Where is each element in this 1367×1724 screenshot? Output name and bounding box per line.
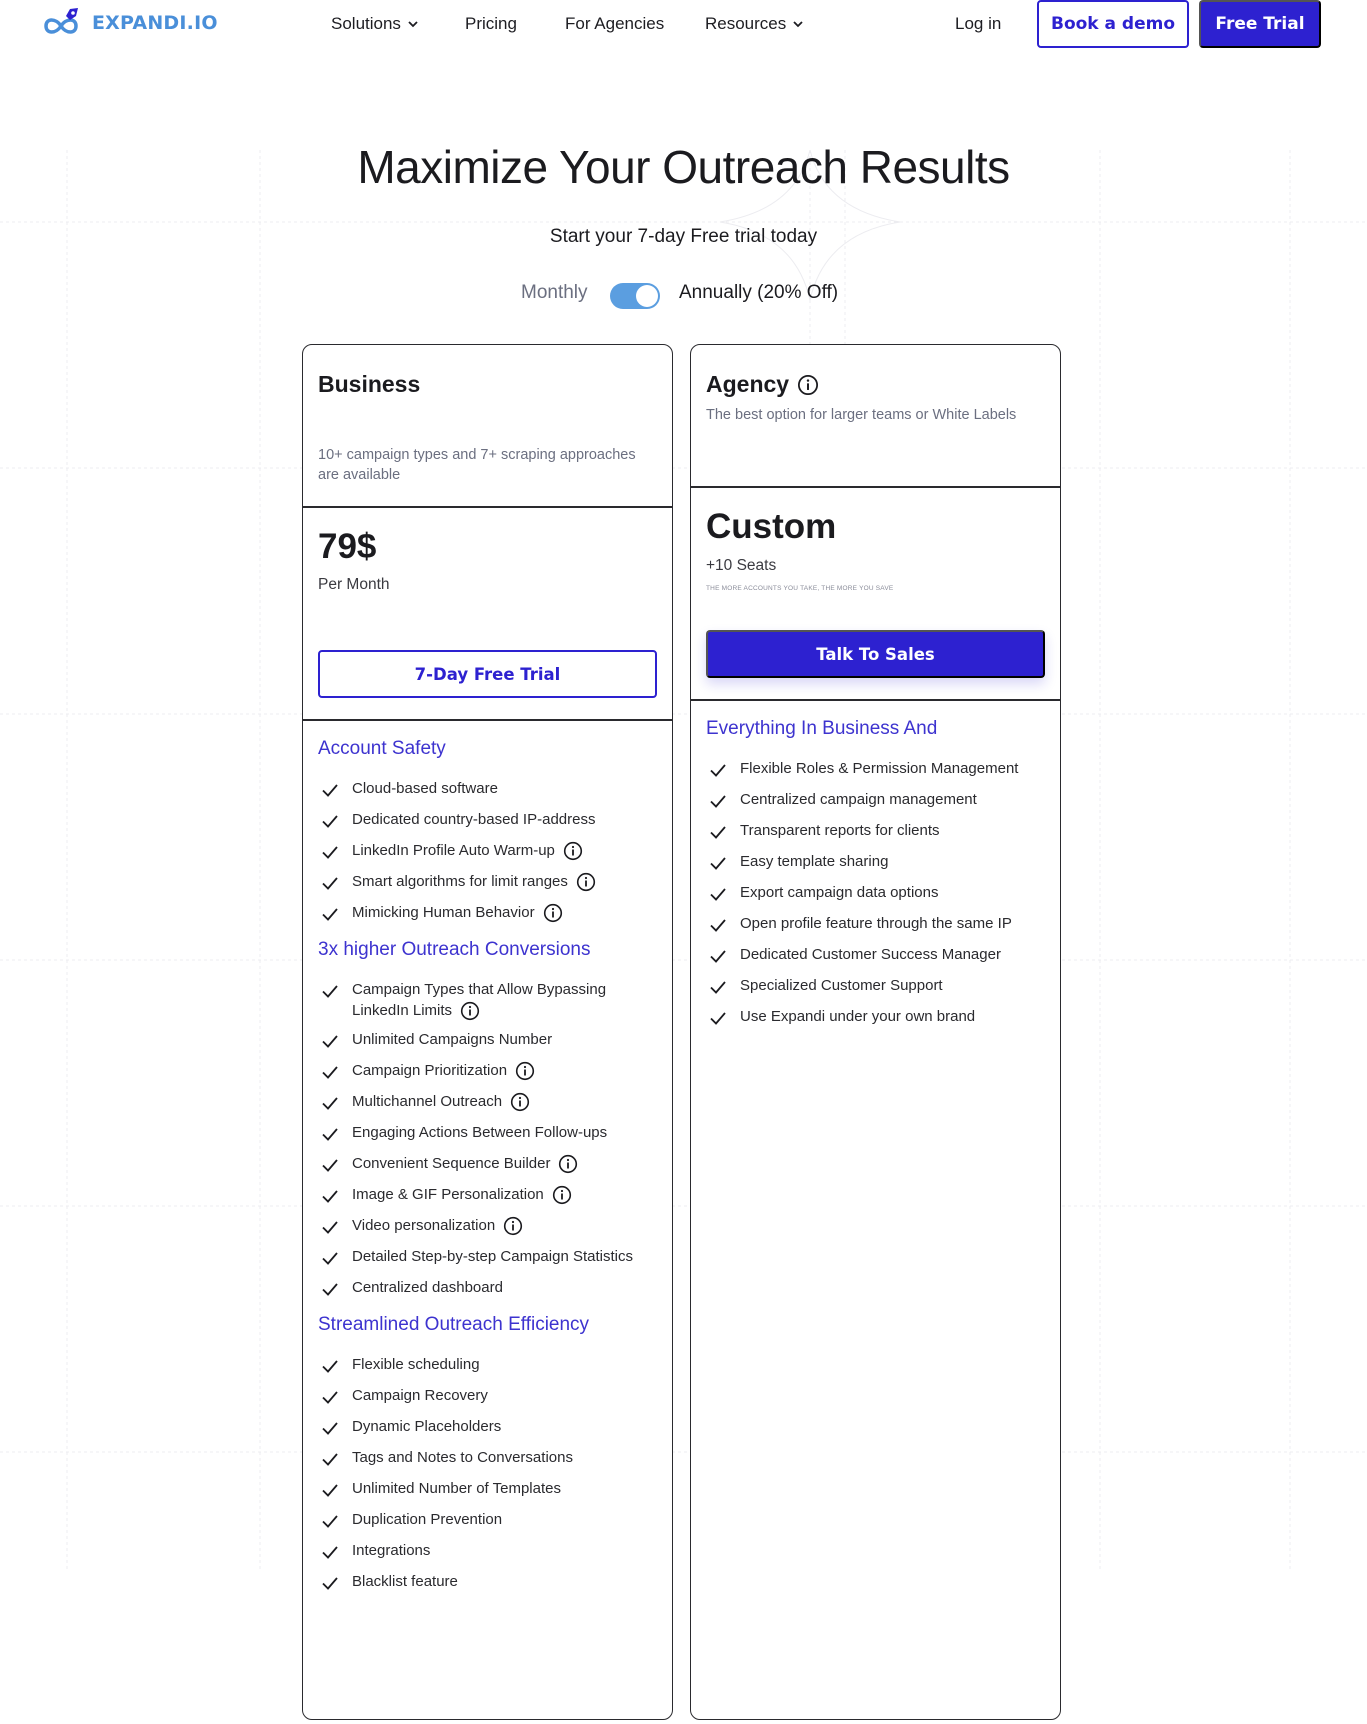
feature-item <box>706 913 1051 937</box>
feature-item-label: Specialized Customer Support <box>740 977 943 994</box>
feature-item-text-wrap <box>352 1060 535 1081</box>
feature-item-label: Unlimited Campaigns Number <box>352 1031 553 1048</box>
info-icon[interactable] <box>460 1001 480 1021</box>
feature-item <box>318 1091 663 1115</box>
nav-for-agencies-label: For Agencies <box>565 14 665 33</box>
site-header <box>0 0 1367 50</box>
feature-item-label: Duplication Prevention <box>352 1511 503 1528</box>
check-icon <box>318 1122 342 1146</box>
check-icon <box>318 1215 342 1239</box>
check-icon <box>706 975 730 999</box>
check-icon <box>318 1091 342 1115</box>
feature-item-label: Mimicking Human Behavior <box>352 904 535 921</box>
check-icon <box>706 820 730 844</box>
feature-item-text-wrap <box>352 1091 530 1112</box>
feature-item-text-wrap <box>740 913 1012 934</box>
billing-monthly-label[interactable]: Monthly <box>521 282 588 303</box>
feature-item <box>318 1509 663 1533</box>
feature-item-label: Easy template sharing <box>740 853 889 870</box>
feature-item-label: Image & GIF Personalization <box>352 1186 544 1203</box>
feature-item-label: Smart algorithms for limit ranges <box>352 873 568 890</box>
info-icon[interactable] <box>515 1061 535 1081</box>
check-icon <box>706 913 730 937</box>
feature-item-label: Campaign Types that Allow Bypassing LinkedIn Limits <box>352 981 607 1019</box>
feature-item-text-wrap <box>740 758 1018 779</box>
feature-group-title: Everything In Business And <box>706 718 938 739</box>
divider <box>691 486 1060 488</box>
nav-pricing[interactable] <box>465 14 517 34</box>
business-plan-card <box>302 344 673 1720</box>
feature-item <box>318 1354 663 1378</box>
feature-item <box>318 979 663 1021</box>
check-icon <box>318 979 342 1003</box>
feature-item <box>706 758 1051 782</box>
feature-item-text-wrap <box>740 944 1001 965</box>
login-link[interactable]: Log in <box>955 14 1002 33</box>
feature-item <box>318 1029 663 1053</box>
feature-item-label: Open profile feature through the same IP <box>740 915 1012 932</box>
book-demo-button[interactable]: Book a demo <box>1037 0 1189 48</box>
feature-item <box>318 902 663 926</box>
feature-item-text-wrap <box>352 1277 503 1298</box>
feature-item-label: Flexible Roles & Permission Management <box>740 760 1019 777</box>
feature-item-text-wrap <box>352 1029 552 1050</box>
info-icon[interactable] <box>503 1216 523 1236</box>
check-icon <box>318 1184 342 1208</box>
feature-item <box>318 1571 663 1595</box>
feature-item-text-wrap <box>352 1122 607 1143</box>
feature-item-text-wrap <box>740 789 977 810</box>
billing-toggle-row <box>0 280 1367 310</box>
check-icon <box>318 1478 342 1502</box>
divider <box>303 719 672 721</box>
feature-item <box>318 1277 663 1301</box>
feature-item-text-wrap <box>352 1571 458 1592</box>
feature-item <box>706 975 1051 999</box>
feature-item-label: Centralized dashboard <box>352 1279 503 1296</box>
feature-item-text-wrap <box>352 1385 488 1406</box>
check-icon <box>706 789 730 813</box>
feature-item <box>706 944 1051 968</box>
billing-period-toggle[interactable] <box>610 283 660 309</box>
business-plan-description: 10+ campaign types and 7+ scraping approaches are available <box>318 447 636 483</box>
page-subtitle: Start your 7-day Free trial today <box>549 226 818 247</box>
agency-plan-description: The best option for larger teams or White Labels <box>706 407 1017 423</box>
feature-item <box>318 840 663 864</box>
info-icon[interactable] <box>797 374 819 396</box>
feature-item-label: Transparent reports for clients <box>740 822 940 839</box>
feature-item-text-wrap <box>352 1246 633 1267</box>
feature-item-label: Campaign Recovery <box>352 1387 488 1404</box>
feature-item-label: Dedicated Customer Success Manager <box>740 946 1001 963</box>
feature-item-text-wrap <box>352 809 595 830</box>
business-plan-name <box>318 371 420 398</box>
feature-item-label: Tags and Notes to Conversations <box>352 1449 573 1466</box>
feature-item-text-wrap <box>352 1153 578 1174</box>
feature-item-label: LinkedIn Profile Auto Warm-up <box>352 842 555 859</box>
feature-item <box>706 851 1051 875</box>
check-icon <box>318 871 342 895</box>
feature-item-text-wrap <box>352 1354 480 1375</box>
check-icon <box>318 1277 342 1301</box>
feature-item-label: Use Expandi under your own brand <box>740 1008 976 1025</box>
feature-item <box>318 778 663 802</box>
feature-item-text-wrap <box>740 851 888 872</box>
check-icon <box>318 1385 342 1409</box>
free-trial-cta-button[interactable]: 7-Day Free Trial <box>318 650 657 698</box>
feature-item <box>318 1478 663 1502</box>
feature-item-label: Engaging Actions Between Follow-ups <box>352 1124 608 1141</box>
divider <box>303 506 672 508</box>
check-icon <box>318 1571 342 1595</box>
feature-item <box>318 1060 663 1084</box>
agency-price: Custom <box>706 507 837 546</box>
page-title: Maximize Your Outreach Results <box>357 141 1010 193</box>
info-icon[interactable] <box>543 903 563 923</box>
feature-item <box>318 871 663 895</box>
billing-annually-label[interactable]: Annually (20% Off) <box>679 282 839 303</box>
feature-item-text-wrap <box>352 1540 430 1561</box>
nav-solutions-label: Solutions <box>331 14 401 33</box>
check-icon <box>318 1246 342 1270</box>
feature-item-text-wrap <box>740 975 943 996</box>
check-icon <box>706 1006 730 1030</box>
feature-item-text-wrap <box>352 1509 502 1530</box>
check-icon <box>706 758 730 782</box>
feature-group-title: Streamlined Outreach Efficiency <box>318 1314 590 1335</box>
feature-item-text-wrap <box>352 1416 501 1437</box>
feature-item-label: Detailed Step-by-step Campaign Statistics <box>352 1248 633 1265</box>
feature-item <box>318 1416 663 1440</box>
check-icon <box>318 1029 342 1053</box>
feature-item-label: Dynamic Placeholders <box>352 1418 502 1435</box>
feature-item-text-wrap <box>352 840 583 861</box>
check-icon <box>706 851 730 875</box>
feature-item-text-wrap <box>352 979 663 1021</box>
feature-item-label: Dedicated country-based IP-address <box>352 811 596 828</box>
feature-item-text-wrap <box>352 778 498 799</box>
logo-text: EXPANDI.IO <box>92 12 218 34</box>
feature-item <box>318 1153 663 1177</box>
check-icon <box>706 882 730 906</box>
feature-item <box>318 1385 663 1409</box>
feature-item-label: Unlimited Number of Templates <box>352 1480 561 1497</box>
feature-item-text-wrap <box>740 882 938 903</box>
chevron-down-icon <box>792 18 804 30</box>
check-icon <box>318 1060 342 1084</box>
check-icon <box>318 1509 342 1533</box>
feature-item <box>318 1215 663 1239</box>
toggle-knob <box>636 285 658 307</box>
check-icon <box>318 1416 342 1440</box>
feature-item-label: Integrations <box>352 1542 431 1559</box>
agency-tagline: THE MORE ACCOUNTS YOU TAKE, THE MORE YOU SAVE <box>706 585 894 592</box>
feature-item-label: Export campaign data options <box>740 884 939 901</box>
check-icon <box>318 902 342 926</box>
feature-item-text-wrap <box>352 1478 561 1499</box>
nav-pricing-label: Pricing <box>465 14 517 33</box>
feature-group-title: 3x higher Outreach Conversions <box>318 939 591 960</box>
info-icon[interactable] <box>558 1154 578 1174</box>
feature-item-label: Multichannel Outreach <box>352 1093 503 1110</box>
agency-plan-name-text: Agency <box>706 371 790 397</box>
feature-item-label: Centralized campaign management <box>740 791 977 808</box>
check-icon <box>318 840 342 864</box>
business-price-period: Per Month <box>318 576 390 593</box>
feature-item <box>706 1006 1051 1030</box>
agency-seats: +10 Seats <box>706 557 777 574</box>
info-icon[interactable] <box>510 1092 530 1112</box>
feature-item-text-wrap <box>352 1447 573 1468</box>
chevron-down-icon <box>407 18 419 30</box>
feature-item <box>318 809 663 833</box>
business-plan-name-text: Business <box>318 371 421 397</box>
info-icon[interactable] <box>576 872 596 892</box>
feature-item-label: Blacklist feature <box>352 1573 458 1590</box>
check-icon <box>318 778 342 802</box>
feature-item <box>318 1246 663 1270</box>
talk-to-sales-button[interactable]: Talk To Sales <box>706 630 1045 678</box>
feature-item-text-wrap <box>352 871 596 892</box>
feature-item-text-wrap <box>352 902 563 923</box>
info-icon[interactable] <box>552 1185 572 1205</box>
info-icon[interactable] <box>563 841 583 861</box>
check-icon <box>318 1447 342 1471</box>
feature-item <box>318 1122 663 1146</box>
feature-item-label: Video personalization <box>352 1217 496 1234</box>
feature-group-title: Account Safety <box>318 738 446 759</box>
check-icon <box>706 944 730 968</box>
check-icon <box>318 809 342 833</box>
logo[interactable] <box>40 6 218 40</box>
logo-icon <box>40 6 86 40</box>
check-icon <box>318 1354 342 1378</box>
business-price: 79$ <box>318 527 377 566</box>
feature-item-label: Convenient Sequence Builder <box>352 1155 551 1172</box>
free-trial-button[interactable]: Free Trial <box>1199 0 1321 48</box>
feature-item-label: Campaign Prioritization <box>352 1062 508 1079</box>
feature-item <box>706 789 1051 813</box>
feature-item <box>706 820 1051 844</box>
check-icon <box>318 1540 342 1564</box>
feature-item-label: Cloud-based software <box>352 780 498 797</box>
feature-item-text-wrap <box>352 1184 572 1205</box>
nav-for-agencies[interactable] <box>565 14 664 34</box>
feature-item <box>318 1540 663 1564</box>
feature-item <box>318 1184 663 1208</box>
nav-solutions[interactable] <box>331 14 419 34</box>
check-icon <box>318 1153 342 1177</box>
feature-item-text-wrap <box>740 820 940 841</box>
divider <box>691 699 1060 701</box>
background-grid <box>0 150 1367 1570</box>
feature-item <box>706 882 1051 906</box>
agency-plan-name <box>706 371 819 398</box>
feature-item-text-wrap <box>740 1006 975 1027</box>
nav-resources-label: Resources <box>705 14 787 33</box>
nav-resources[interactable] <box>705 14 804 34</box>
feature-item <box>318 1447 663 1471</box>
feature-item-text-wrap <box>352 1215 523 1236</box>
agency-plan-card <box>690 344 1061 1720</box>
feature-item-label: Flexible scheduling <box>352 1356 480 1373</box>
